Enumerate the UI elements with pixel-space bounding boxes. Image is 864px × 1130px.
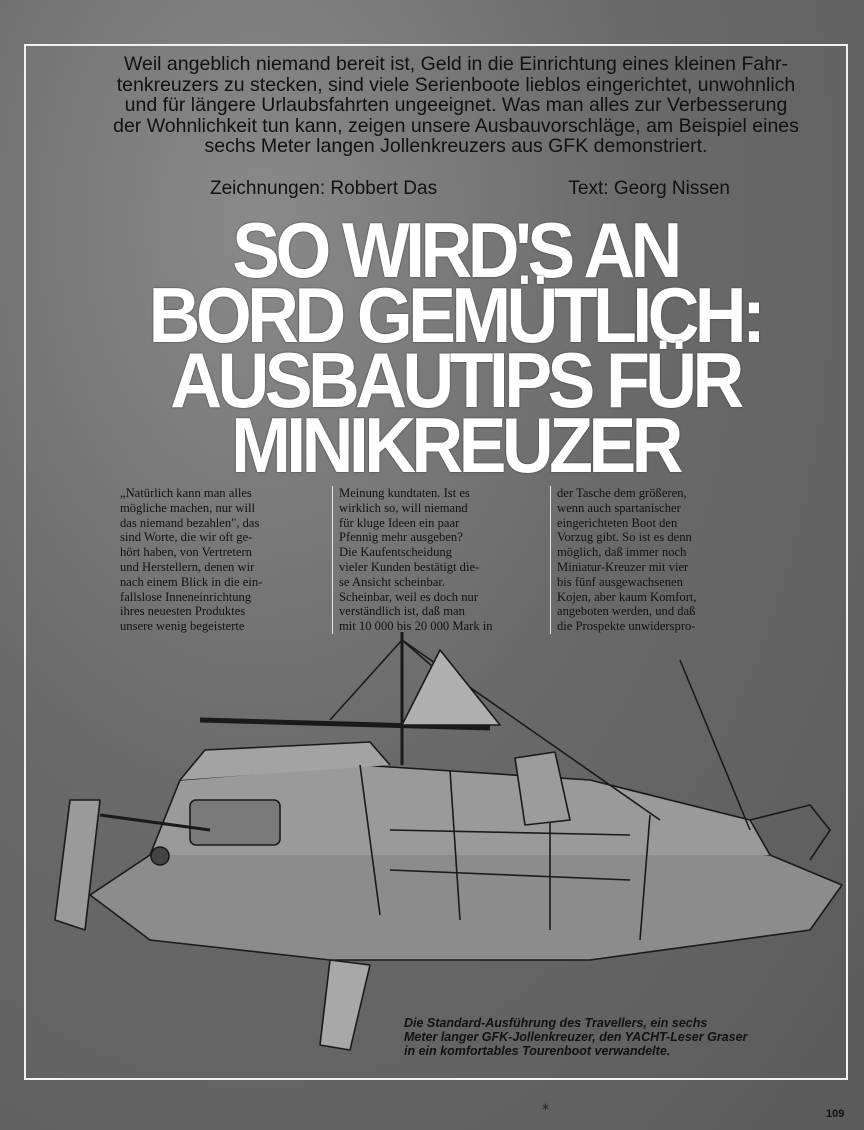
- body-line: verständlich ist, daß man: [339, 604, 465, 619]
- text-credit: Text: Georg Nissen: [568, 178, 730, 199]
- body-line: se Ansicht scheinbar.: [339, 574, 445, 589]
- body-line: unsere wenig begeisterte: [120, 619, 245, 634]
- body-line: wirklich so, will niemand: [339, 500, 468, 515]
- intro-paragraph: [50, 54, 862, 157]
- body-line: „Natürlich kann man alles: [120, 486, 252, 500]
- body-line: der Tasche dem größeren,: [557, 486, 687, 500]
- body-line: das niemand bezahlen", das: [120, 515, 260, 530]
- body-line: hört haben, von Vertretern: [120, 545, 252, 560]
- body-line: Vorzug gibt. So ist es denn: [557, 530, 692, 545]
- body-line: vieler Kunden bestätigt die-: [339, 559, 480, 574]
- body-line: mit 10 000 bis 20 000 Mark in: [339, 619, 493, 634]
- drawings-credit: Zeichnungen: Robbert Das: [210, 178, 438, 199]
- article-column-2: [332, 486, 550, 634]
- body-line: wenn auch spartanischer: [557, 500, 681, 515]
- headline-line: MINIKREUZER: [231, 401, 679, 489]
- body-line: ihres neuesten Produktes: [120, 604, 246, 619]
- article-column-3: [550, 486, 768, 634]
- body-line: mögliche machen, nur will: [120, 500, 255, 515]
- intro-line: tenkreuzers zu stecken, sind viele Serienboote lieblos eingerichtet, unwohnlich: [116, 73, 796, 96]
- body-line: sind Worte, die wir oft ge-: [120, 530, 253, 545]
- credits: [210, 178, 730, 200]
- page-number: 109: [826, 1108, 845, 1120]
- headline-line: AUSBAUTIPS FÜR: [170, 336, 740, 424]
- image-caption: [404, 1016, 824, 1058]
- body-line: Pfennig mehr ausgeben?: [339, 530, 463, 545]
- intro-line: Weil angeblich niemand bereit ist, Geld in die Einrichtung eines kleinen Fahr-: [123, 53, 789, 75]
- body-line: möglich, daß immer noch: [557, 545, 687, 560]
- body-line: eingerichteten Boot den: [557, 515, 678, 530]
- headline: [119, 206, 791, 489]
- body-line: für kluge Ideen ein paar: [339, 515, 460, 530]
- body-line: Kojen, aber kaum Komfort,: [557, 589, 697, 604]
- body-line: angeboten werden, und daß: [557, 604, 696, 619]
- headline-line: SO WIRD'S AN: [232, 206, 678, 294]
- body-line: und Herstellern, denen wir: [120, 559, 255, 574]
- headline-line: BORD GEMÜTLICH:: [148, 271, 762, 359]
- caption-line: Die Standard-Ausführung des Travellers, ein sechs: [404, 1016, 708, 1030]
- body-line: Die Kaufentscheidung: [339, 545, 452, 560]
- body-line: Scheinbar, weil es doch nur: [339, 589, 479, 604]
- article-column-1: [114, 486, 332, 634]
- caption-line: in ein komfortables Tourenboot verwandelte.: [404, 1044, 671, 1058]
- body-line: Miniatur-Kreuzer mit vier: [557, 559, 689, 574]
- body-line: Meinung kundtaten. Ist es: [339, 486, 470, 500]
- body-line: die Prospekte unwiderspro-: [557, 619, 696, 634]
- intro-line: der Wohnlichkeit tun kann, zeigen unsere Ausbauvorschläge, am Beispiel eines: [113, 114, 799, 137]
- intro-line: sechs Meter langen Jollenkreuzers aus GFK demonstriert.: [204, 135, 708, 157]
- article-body: [114, 486, 774, 634]
- body-line: nach einem Blick in die ein-: [120, 574, 263, 589]
- star-mark: *: [542, 1102, 549, 1118]
- body-line: bis fünf ausgewachsenen: [557, 574, 683, 589]
- caption-line: Meter langer GFK-Jollenkreuzer, den YACHT-Leser Graser: [404, 1030, 748, 1044]
- intro-line: und für längere Urlaubsfahrten ungeeignet. Was man alles zur Verbesserung: [124, 94, 788, 116]
- boat-cutaway-illustration: [30, 630, 850, 1080]
- body-line: fallslose Inneneinrichtung: [120, 589, 252, 604]
